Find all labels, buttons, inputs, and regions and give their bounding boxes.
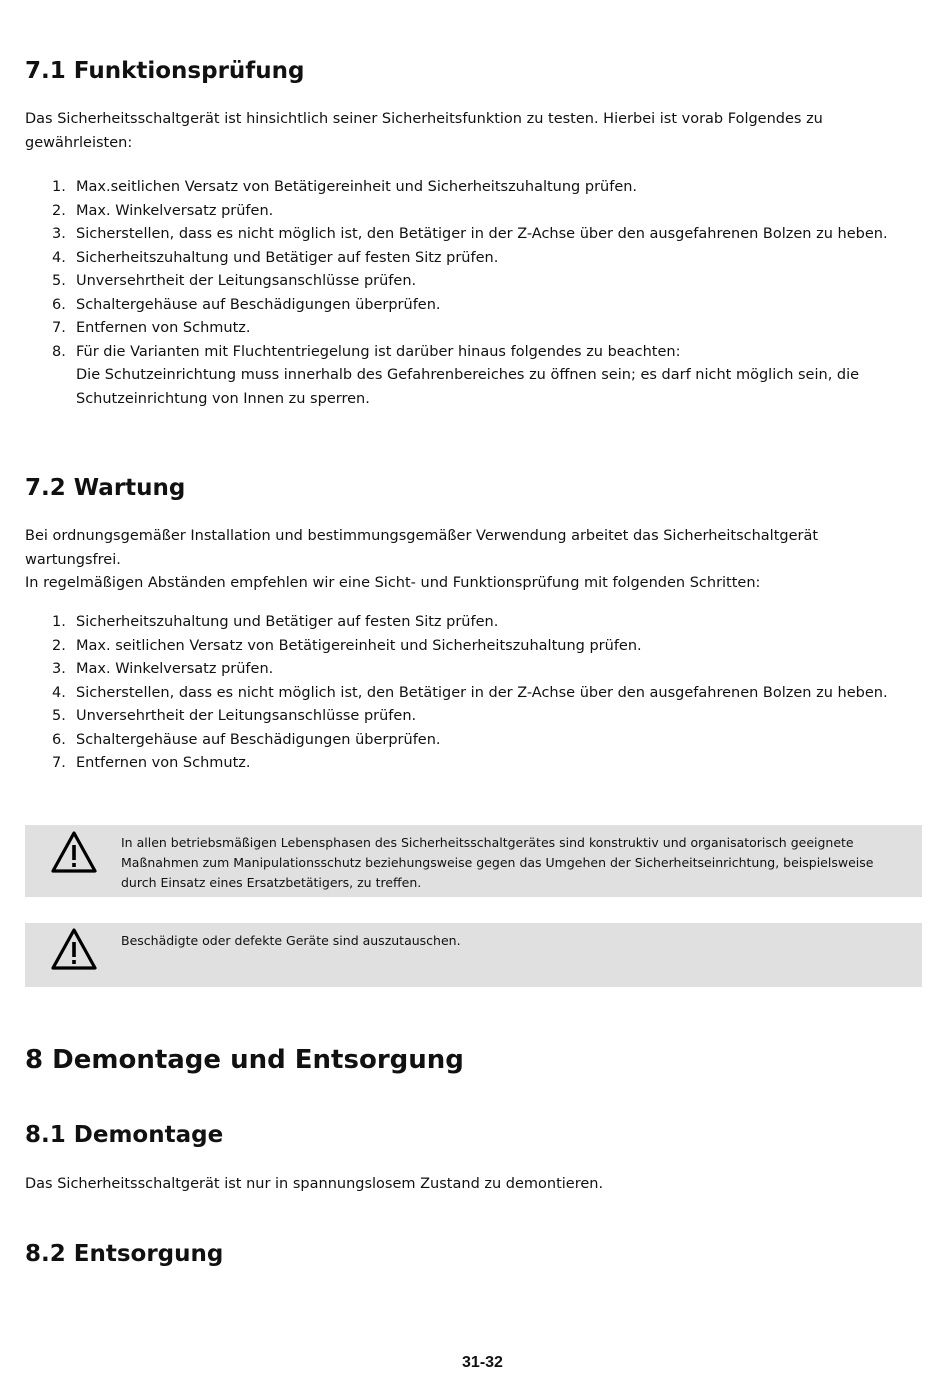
list-item: 4. Sicherheitszuhaltung und Betätiger auf festen Sitz prüfen. — [52, 249, 499, 266]
list-item: 4. Sicherstellen, dass es nicht möglich ist, den Betätiger in der Z-Achse über den ausgefahrenen Bolzen zu heben. — [52, 684, 888, 701]
list-item: 6. Schaltergehäuse auf Beschädigungen überprüfen. — [52, 731, 441, 748]
warning-notice — [25, 923, 922, 987]
section-7-2-list — [25, 611, 905, 776]
list-item: 3. Max. Winkelversatz prüfen. — [52, 661, 274, 677]
warning-triangle-icon — [50, 830, 98, 874]
list-item: 5. Unversehrtheit der Leitungsanschlüsse prüfen. — [52, 273, 417, 289]
list-item: 8. Für die Varianten mit Fluchtentriegelung ist darüber hinaus folgendes zu beachten: Die Schutzeinrichtung muss innerhalb des Gefahrenbereiches zu öffnen sein; es darf nicht möglich sein, die Schutzeinrichtung von Innen zu sperren. — [52, 343, 860, 407]
section-8-1-title: 8.1 Demontage — [25, 1122, 224, 1148]
section-7-2-intro2: In regelmäßigen Abständen empfehlen wir eine Sicht- und Funktionsprüfung mit folgenden Schritten: — [25, 575, 761, 591]
list-item: 7. Entfernen von Schmutz. — [52, 320, 251, 336]
list-item: 1. Sicherheitszuhaltung und Betätiger auf festen Sitz prüfen. — [52, 614, 499, 630]
list-item: 5. Unversehrtheit der Leitungsanschlüsse prüfen. — [52, 708, 417, 724]
warning-notice — [25, 825, 922, 897]
list-item: 3. Sicherstellen, dass es nicht möglich ist, den Betätiger in der Z-Achse über den ausgefahrenen Bolzen zu heben. — [52, 226, 888, 242]
page-number: 31-32 — [462, 1354, 503, 1371]
warning-notice-text: In allen betriebsmäßigen Lebensphasen des Sicherheitsschaltgerätes sind konstruktiv und organisatorisch geeignete Maßnahmen zum Manipulationsschutz beziehungsweise gegen das Umgehen der Sicherheitseinrichtung, beispielsweise durch Einsatz eines Ersatzbetätigers, zu treffen. — [121, 835, 874, 890]
list-item: 7. Entfernen von Schmutz. — [52, 755, 251, 771]
section-7-2-title: 7.2 Wartung — [25, 475, 186, 501]
section-8-2-title: 8.2 Entsorgung — [25, 1241, 224, 1267]
list-item: 6. Schaltergehäuse auf Beschädigungen überprüfen. — [52, 296, 441, 313]
warning-triangle-icon — [50, 927, 98, 971]
list-item: 2. Max. seitlichen Versatz von Betätigereinheit und Sicherheitszuhaltung prüfen. — [52, 637, 642, 654]
warning-notice-text: Beschädigte oder defekte Geräte sind auszutauschen. — [121, 933, 461, 948]
section-7-1-list — [25, 176, 905, 411]
section-7-2-intro: Bei ordnungsgemäßer Installation und bestimmungsgemäßer Verwendung arbeitet das Sicherheitschaltgerät wartungsfrei. — [25, 528, 819, 568]
section-7-1-title: 7.1 Funktionsprüfung — [25, 58, 305, 84]
section-8-title: 8 Demontage und Entsorgung — [25, 1045, 464, 1075]
section-8-1-text: Das Sicherheitsschaltgerät ist nur in spannungslosem Zustand zu demontieren. — [25, 1176, 604, 1192]
section-7-1-intro: Das Sicherheitsschaltgerät ist hinsichtlich seiner Sicherheitsfunktion zu testen. Hierbei ist vorab Folgendes zu gewährleisten: — [25, 111, 823, 151]
list-item-extra: Die Schutzeinrichtung muss innerhalb des Gefahrenbereiches zu öffnen sein; es darf nicht möglich sein, die Schutzeinrichtung von Innen zu sperren. — [76, 367, 860, 407]
list-item: 2. Max. Winkelversatz prüfen. — [52, 202, 274, 219]
list-item: 1. Max.seitlichen Versatz von Betätigereinheit und Sicherheitszuhaltung prüfen. — [52, 179, 638, 195]
